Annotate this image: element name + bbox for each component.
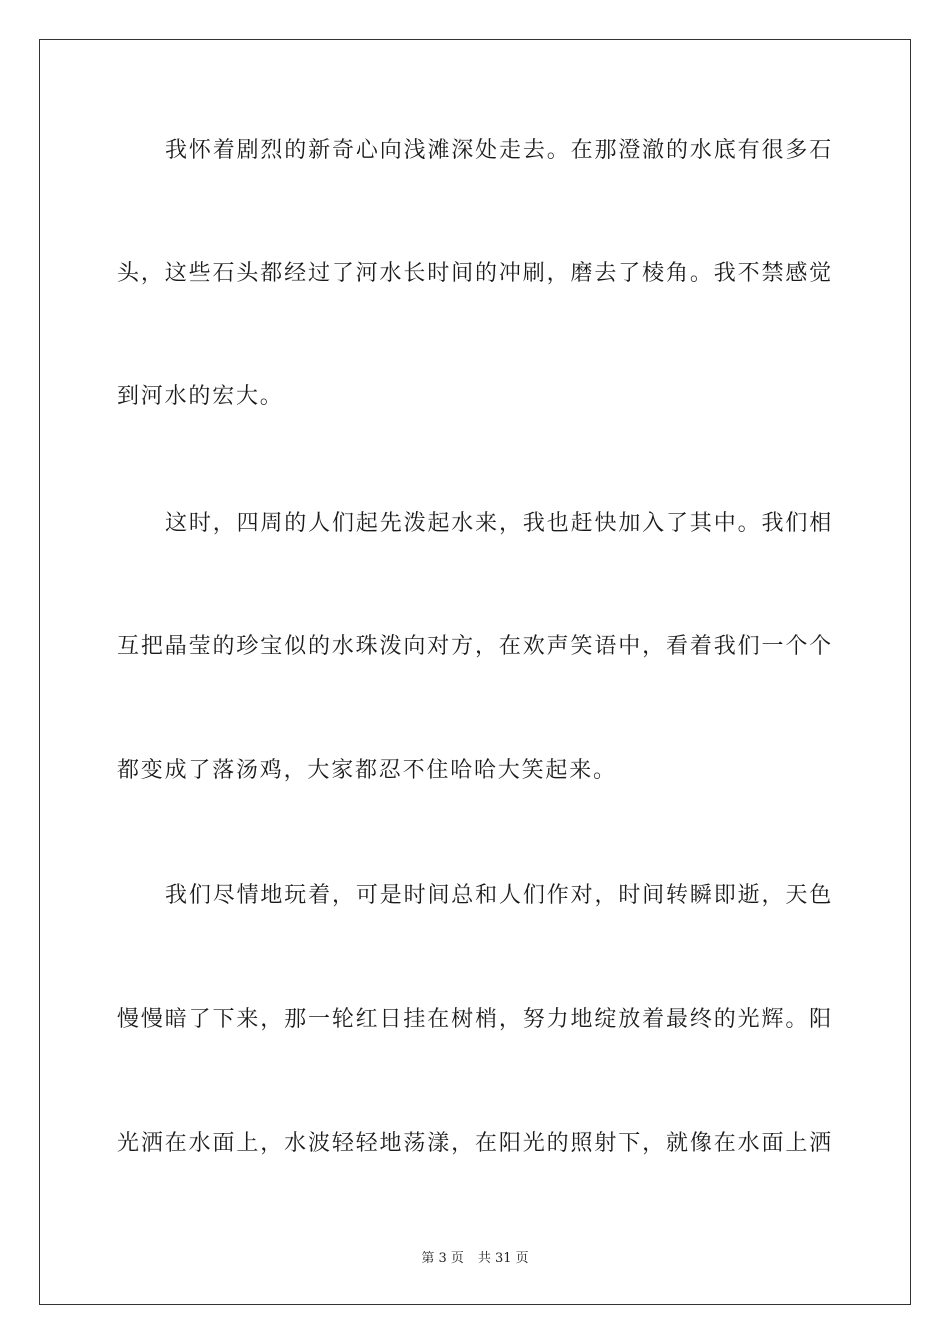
paragraph-2-line-1: 这时，四周的人们起先泼起水来，我也赶快加入了其中。我们相 xyxy=(165,511,833,536)
paragraph-1-line-3: 到河水的宏大。 xyxy=(117,384,284,409)
page-number: 第 3 页 xyxy=(421,1251,464,1266)
paragraph-2-line-3: 都变成了落汤鸡，大家都忍不住哈哈大笑起来。 xyxy=(117,758,617,783)
paragraph-3-line-1: 我们尽情地玩着，可是时间总和人们作对，时间转瞬即逝，天色 xyxy=(165,883,833,908)
paragraph-1-line-1: 我怀着剧烈的新奇心向浅滩深处走去。在那澄澈的水底有很多石 xyxy=(165,138,833,163)
page-footer xyxy=(0,1247,950,1266)
paragraph-3-line-2: 慢慢暗了下来，那一轮红日挂在树梢，努力地绽放着最终的光辉。阳 xyxy=(117,1007,833,1032)
paragraph-3-line-3: 光洒在水面上，水波轻轻地荡漾，在阳光的照射下，就像在水面上洒 xyxy=(117,1131,833,1156)
paragraph-1-line-2: 头，这些石头都经过了河水长时间的冲刷，磨去了棱角。我不禁感觉 xyxy=(117,261,833,286)
page-border xyxy=(39,39,911,1305)
total-pages: 共 31 页 xyxy=(477,1251,529,1266)
paragraph-2-line-2: 互把晶莹的珍宝似的水珠泼向对方，在欢声笑语中，看着我们一个个 xyxy=(117,634,833,659)
